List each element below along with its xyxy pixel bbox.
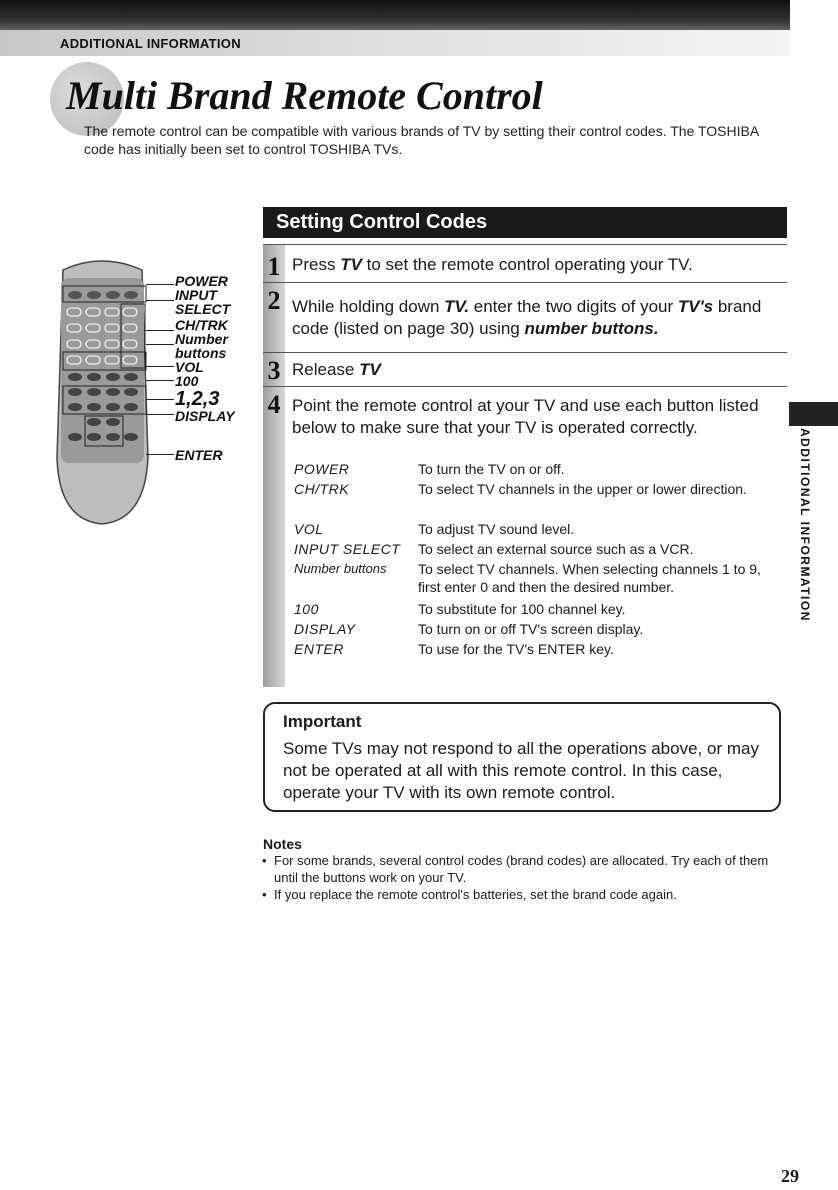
step-divider (263, 352, 787, 353)
remote-leader-line (146, 380, 174, 381)
remote-leader-line (146, 399, 174, 400)
list-item: • If you replace the remote control's batteries, set the brand code again. (260, 886, 780, 903)
list-item (294, 480, 774, 520)
step-divider (263, 282, 787, 283)
button-name: Number buttons (294, 561, 387, 576)
steps-header-title: Setting Control Codes (276, 211, 488, 233)
button-description: To substitute for 100 channel key. (418, 601, 626, 617)
list-item (294, 600, 774, 620)
button-name: VOL (294, 521, 324, 537)
button-name: POWER (294, 461, 350, 477)
list-item (294, 560, 774, 600)
step-number: 3 (267, 356, 281, 385)
step-divider (263, 386, 787, 387)
button-name: 100 (294, 601, 319, 617)
remote-leader-line (146, 366, 174, 367)
intro-paragraph: The remote control can be compatible with various brands of TV by setting their control codes. The TOSHIBA code has initially been set to control TOSHIBA TVs. (84, 123, 759, 157)
setting-control-codes-header (263, 207, 787, 238)
remote-label-input: INPUT (175, 287, 217, 303)
step-number: 1 (267, 252, 281, 281)
button-description: To adjust TV sound level. (418, 521, 575, 537)
notes-title: Notes (263, 836, 302, 852)
step-divider (263, 244, 787, 245)
remote-leader-line (146, 414, 174, 415)
list-item (294, 540, 774, 560)
list-item (294, 520, 774, 540)
remote-control-illustration (55, 258, 150, 526)
step-3-text: Release TV (292, 360, 381, 379)
list-item: • For some brands, several control codes (brand codes) are allocated. Try each of them until the buttons work on your TV. (260, 852, 780, 886)
list-item (294, 640, 774, 660)
button-name: DISPLAY (294, 621, 356, 637)
page-title: Multi Brand Remote Control (66, 73, 543, 118)
remote-label-vol: VOL (175, 359, 204, 375)
remote-label-display: DISPLAY (175, 408, 235, 424)
remote-leader-line (146, 454, 174, 455)
remote-label-buttons: buttons (175, 345, 227, 361)
button-name: ENTER (294, 641, 344, 657)
important-box (263, 702, 781, 812)
button-description: To use for the TV's ENTER key. (418, 641, 614, 657)
button-description: To turn the TV on or off. (418, 461, 565, 477)
button-name: CH/TRK (294, 481, 350, 497)
remote-leader-line (146, 344, 174, 345)
button-description: To select an external source such as a VCR. (418, 541, 694, 557)
button-name: INPUT SELECT (294, 541, 401, 557)
button-description: To select TV channels in the upper or lower direction. (418, 481, 747, 497)
remote-label-chtrk: CH/TRK (175, 317, 228, 333)
page-number: 29 (781, 1166, 799, 1186)
step-1-text: Press TV to set the remote control operating your TV. (292, 255, 693, 274)
remote-label-power: POWER (175, 273, 228, 289)
top-dark-bar (0, 0, 790, 34)
important-body: Some TVs may not respond to all the operations above, or may not be operated at all with this remote control. In this case, operate your TV with its own remote control. (283, 739, 759, 802)
button-description: To select TV channels. When selecting channels 1 to 9, first enter 0 and then the desired number. (418, 561, 761, 595)
remote-label-123: 1,2,3 (175, 388, 220, 410)
button-description: To turn on or off TV's screen display. (418, 621, 644, 637)
important-title: Important (283, 712, 362, 731)
remote-label-enter: ENTER (175, 447, 223, 463)
step-number: 4 (267, 390, 281, 419)
side-tab-marker (789, 402, 838, 426)
remote-label-number: Number (175, 331, 228, 347)
step-number: 2 (267, 286, 281, 315)
step-4-text: Point the remote control at your TV and use each button listed below to make sure that your TV is operated correctly. (292, 396, 759, 437)
list-item (294, 620, 774, 640)
remote-label-100: 100 (175, 373, 199, 389)
remote-leader-line (146, 330, 174, 331)
notes-list (260, 852, 780, 903)
step-2-text: While holding down TV. enter the two digits of your TV's brand code (listed on page 30) using number buttons. (292, 297, 762, 338)
button-function-list (294, 460, 774, 660)
section-label: ADDITIONAL INFORMATION (60, 36, 241, 51)
side-tab-label: ADDITIONAL INFORMATION (798, 428, 812, 622)
remote-leader-line (146, 284, 174, 285)
list-item (294, 460, 774, 480)
remote-leader-line (146, 300, 174, 301)
remote-label-select: SELECT (175, 301, 231, 317)
